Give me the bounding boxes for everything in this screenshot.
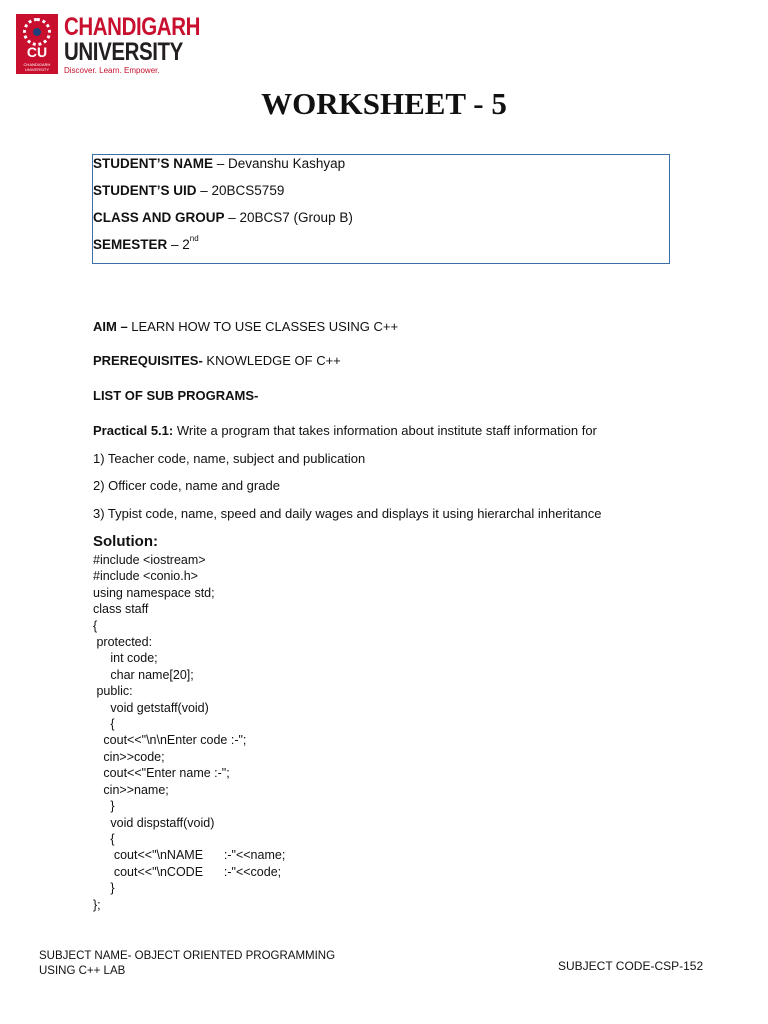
logo-tagline: Discover. Learn. Empower. [64,66,160,75]
practical-label: Practical 5.1: [93,423,174,438]
semester-label: SEMESTER [93,237,168,252]
prerequisites-line [93,353,341,368]
class-group-label: CLASS AND GROUP [93,210,225,225]
gear-emblem-icon [23,18,51,46]
sub-programs-heading [93,388,258,403]
student-name-label: STUDENT’S NAME [93,156,214,171]
student-name-value: – Devanshu Kashyap [213,156,346,171]
footer-subject-name [39,949,335,979]
logo-name-line2: UNIVERSITY [64,38,183,66]
logo-badge-subtext: CHANDIGARH UNIVERSITY [23,62,51,72]
aim-label: AIM – [93,319,128,334]
aim-value: LEARN HOW TO USE CLASSES USING C++ [127,319,399,334]
logo-wordmark [64,15,200,65]
subject-name-value: OBJECT ORIENTED PROGRAMMING [131,950,336,962]
semester-row [93,234,199,252]
practical-description: Write a program that takes information about institute staff information for [173,423,597,438]
aim-line [93,319,398,334]
class-group-value: – 20BCS7 (Group B) [224,210,353,225]
student-name-row [93,156,345,171]
subject-name-value-line2: USING C++ LAB [39,965,126,977]
list-item: 1) Teacher code, name, subject and publication [93,451,366,466]
semester-value: – 2 [167,237,190,252]
class-group-row [93,210,353,225]
footer-subject-code: SUBJECT CODE-CSP-152 [558,959,704,973]
solution-heading: Solution: [93,533,158,550]
sub-programs-label: LIST OF SUB PROGRAMS- [93,388,259,403]
practical-line [93,423,597,438]
student-info-box [92,154,670,264]
university-logo [16,14,206,78]
prerequisites-label: PREREQUISITES- [93,353,203,368]
subject-name-label: SUBJECT NAME- [39,950,132,962]
page-title: WORKSHEET - 5 [261,86,507,121]
student-uid-row [93,183,284,198]
logo-badge [16,14,58,74]
prerequisites-value: KNOWLEDGE OF C++ [202,353,341,368]
code-block: #include <iostream> #include <conio.h> using namespace std; class staff { protected: int code; char name[20]; public: void getstaff(void) { cout<<"\n\nEnter code :-"; cin>>code; cout<<"Enter name :-"; cin>>name; } void dispstaff(void) { cout<<"\nNAME :-"<<name; cout<<"\nCODE :-"<<code; } }; [93,553,286,912]
student-uid-label: STUDENT’S UID [93,183,197,198]
student-uid-value: – 20BCS5759 [196,183,285,198]
semester-superscript: nd [189,234,199,243]
list-item: 2) Officer code, name and grade [93,478,280,493]
logo-name-line1: CHANDIGARH [64,13,200,41]
logo-badge-text: CU [26,44,48,60]
list-item: 3) Typist code, name, speed and daily wages and displays it using hierarchal inheritance [93,506,602,521]
